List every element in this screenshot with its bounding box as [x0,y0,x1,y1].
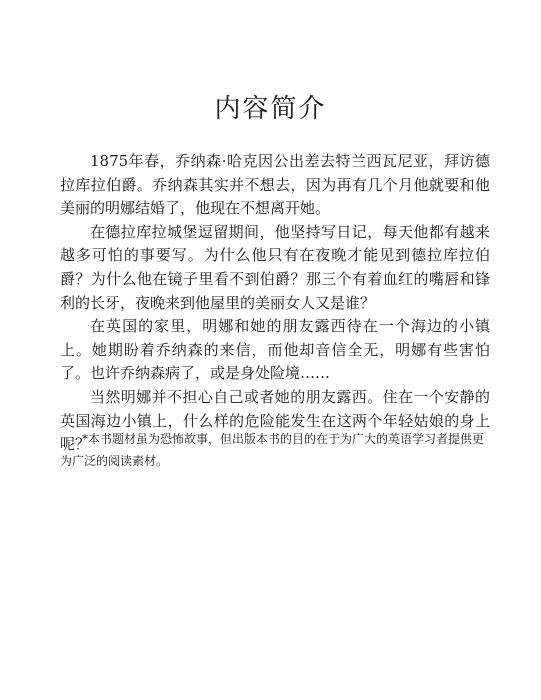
synopsis-paragraph-2: 在德拉库拉城堡逗留期间，他坚持写日记，每天他都有越来越多可怕的事要写。为什么他只有在夜晚才能见到德拉库拉伯爵？为什么他在镜子里看不到伯爵？那三个有着血红的嘴唇和锋利的长牙，夜晚来到他屋里的美丽女人又是谁？ [60,222,490,312]
synopsis-paragraph-1: 1875年春，乔纳森·哈克因公出差去特兰西瓦尼亚，拜访德拉库拉伯爵。乔纳森其实并不想去，因为再有几个月他就要和他美丽的明娜结婚了，他现在不想离开她。 [60,152,490,218]
page-title: 内容简介 [214,94,327,124]
synopsis-paragraph-4: 当然明娜并不担心自己或者她的朋友露西。住在一个安静的英国海边小镇上，什么样的危险能发生在这两个年轻姑娘的身上呢？ [60,387,490,454]
synopsis-paragraph-3: 在英国的家里，明娜和她的朋友露西待在一个海边的小镇上。她期盼着乔纳森的来信，而他却音信全无，明娜有些害怕了。也许乔纳森病了，或是身处险境…… [60,317,490,383]
synopsis-body [60,150,490,457]
footnote: *本书题材虽为恐怖故事，但出版本书的目的在于为广大的英语学习者提供更为广泛的阅读素材。 [60,432,485,468]
